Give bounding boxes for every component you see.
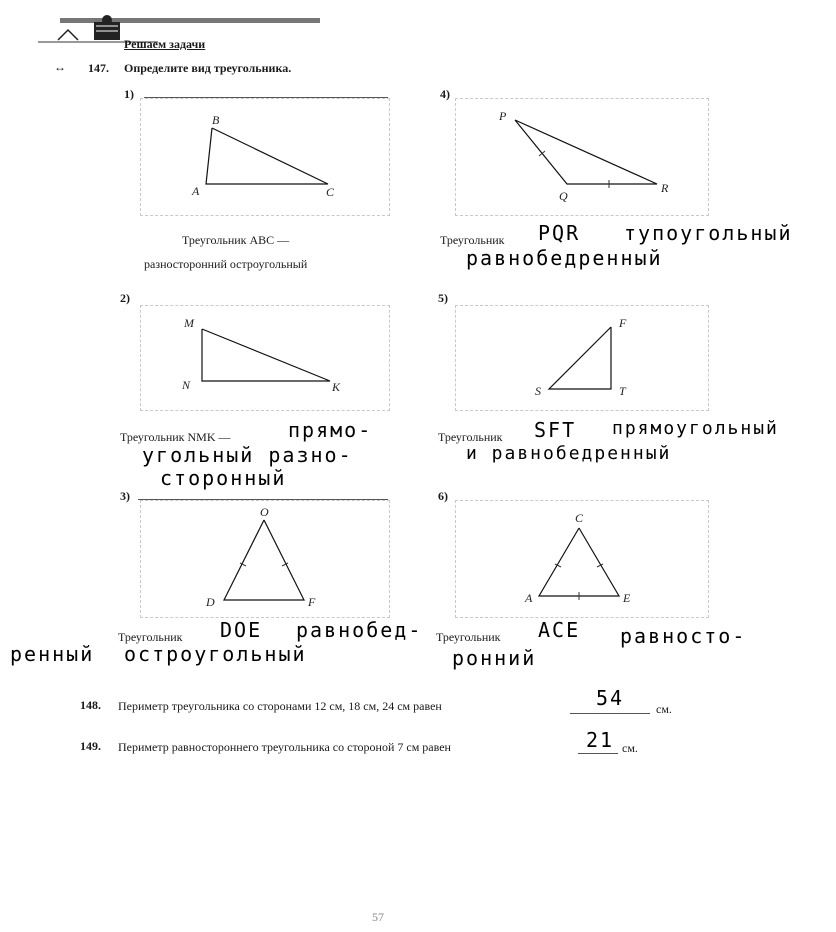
item-1-answer-printed-2: разносторонний остроугольный xyxy=(144,257,308,271)
vertex-o: O xyxy=(260,505,269,519)
item-6-hand-name: ACE xyxy=(538,618,581,642)
task-149-text: Периметр равностороннего треугольника со стороной 7 см равен xyxy=(118,740,451,754)
item-4-word-triangle: Треугольник xyxy=(440,233,505,247)
item-1-answer-printed: Треугольник ABC — xyxy=(182,233,290,247)
task-149-answer: 21 xyxy=(586,728,615,752)
item-6-word-triangle: Треугольник xyxy=(436,630,501,644)
item-2-number: 2) xyxy=(120,291,130,305)
item-5-hand-name: SFT xyxy=(534,418,577,442)
arrow-icon: ↔ xyxy=(54,60,66,74)
vertex-f: F xyxy=(619,316,627,330)
vertex-m: M xyxy=(184,316,194,330)
item-6-hand-1: равносто- xyxy=(620,624,747,648)
item-4-hand-name: PQR xyxy=(538,221,581,245)
item-4-hand-2: равнобедренный xyxy=(466,246,663,270)
vertex-p: P xyxy=(499,109,507,123)
triangle-abc xyxy=(140,98,390,216)
task-148-answer: 54 xyxy=(596,686,625,710)
item-4-hand-1: тупоугольный xyxy=(624,221,793,245)
task-149-unit: см. xyxy=(622,741,638,755)
vertex-s: S xyxy=(535,384,541,398)
item-4-number: 4) xyxy=(440,87,450,101)
item-3-word-triangle: Треугольник xyxy=(118,630,183,644)
task-148-answer-line xyxy=(570,713,650,714)
vertex-b: B xyxy=(212,113,220,127)
page-number: 57 xyxy=(372,910,384,924)
task-147-prompt: Определите вид треугольника. xyxy=(124,61,292,75)
vertex-d: D xyxy=(206,595,215,609)
item-3-hand-name: DOE xyxy=(220,618,263,642)
vertex-a: A xyxy=(192,184,200,198)
item-1-number: 1) xyxy=(124,87,134,101)
item-3-hand-3: остроугольный xyxy=(124,642,307,666)
item-3-number: 3) xyxy=(120,489,130,503)
task-147-number: 147. xyxy=(88,61,109,75)
task-149-answer-line xyxy=(578,753,618,754)
vertex-e: E xyxy=(623,591,631,605)
vertex-t: T xyxy=(619,384,626,398)
triangle-ace xyxy=(455,500,715,618)
task-148-unit: см. xyxy=(656,702,672,716)
task-148-number: 148. xyxy=(80,698,101,712)
item-3-hand-1: равнобед- xyxy=(296,618,423,642)
vertex-f-2: F xyxy=(308,595,316,609)
triangle-pqr xyxy=(455,98,715,216)
vertex-n: N xyxy=(182,378,191,392)
item-5-hand-2: и равнобедренный xyxy=(466,443,672,464)
vertex-k: K xyxy=(332,380,341,394)
item-6-hand-2: ронний xyxy=(452,646,537,670)
vertex-r: R xyxy=(661,181,669,195)
task-148-text: Периметр треугольника со сторонами 12 см, 18 см, 24 см равен xyxy=(118,699,442,713)
item-5-hand-1: прямоугольный xyxy=(612,418,779,439)
vertex-q: Q xyxy=(559,189,568,203)
task-149-number: 149. xyxy=(80,739,101,753)
vertex-c-2: C xyxy=(575,511,584,525)
item-3-hand-2: ренный xyxy=(10,642,95,666)
item-2-hand-3: сторонный xyxy=(160,466,287,490)
triangle-dof xyxy=(140,500,390,618)
vertex-a-2: A xyxy=(525,591,533,605)
item-5-word-triangle: Треугольник xyxy=(438,430,503,444)
vertex-c: C xyxy=(326,185,335,199)
item-6-number: 6) xyxy=(438,489,448,503)
triangle-sft xyxy=(455,305,715,411)
triangle-nmk xyxy=(140,305,390,411)
item-2-hand-1: прямо- xyxy=(288,418,373,442)
item-2-answer-printed: Треугольник NMK — xyxy=(120,430,231,444)
item-5-number: 5) xyxy=(438,291,448,305)
section-title: Решаем задачи xyxy=(124,37,206,51)
item-2-hand-2: угольный разно- xyxy=(142,443,353,467)
